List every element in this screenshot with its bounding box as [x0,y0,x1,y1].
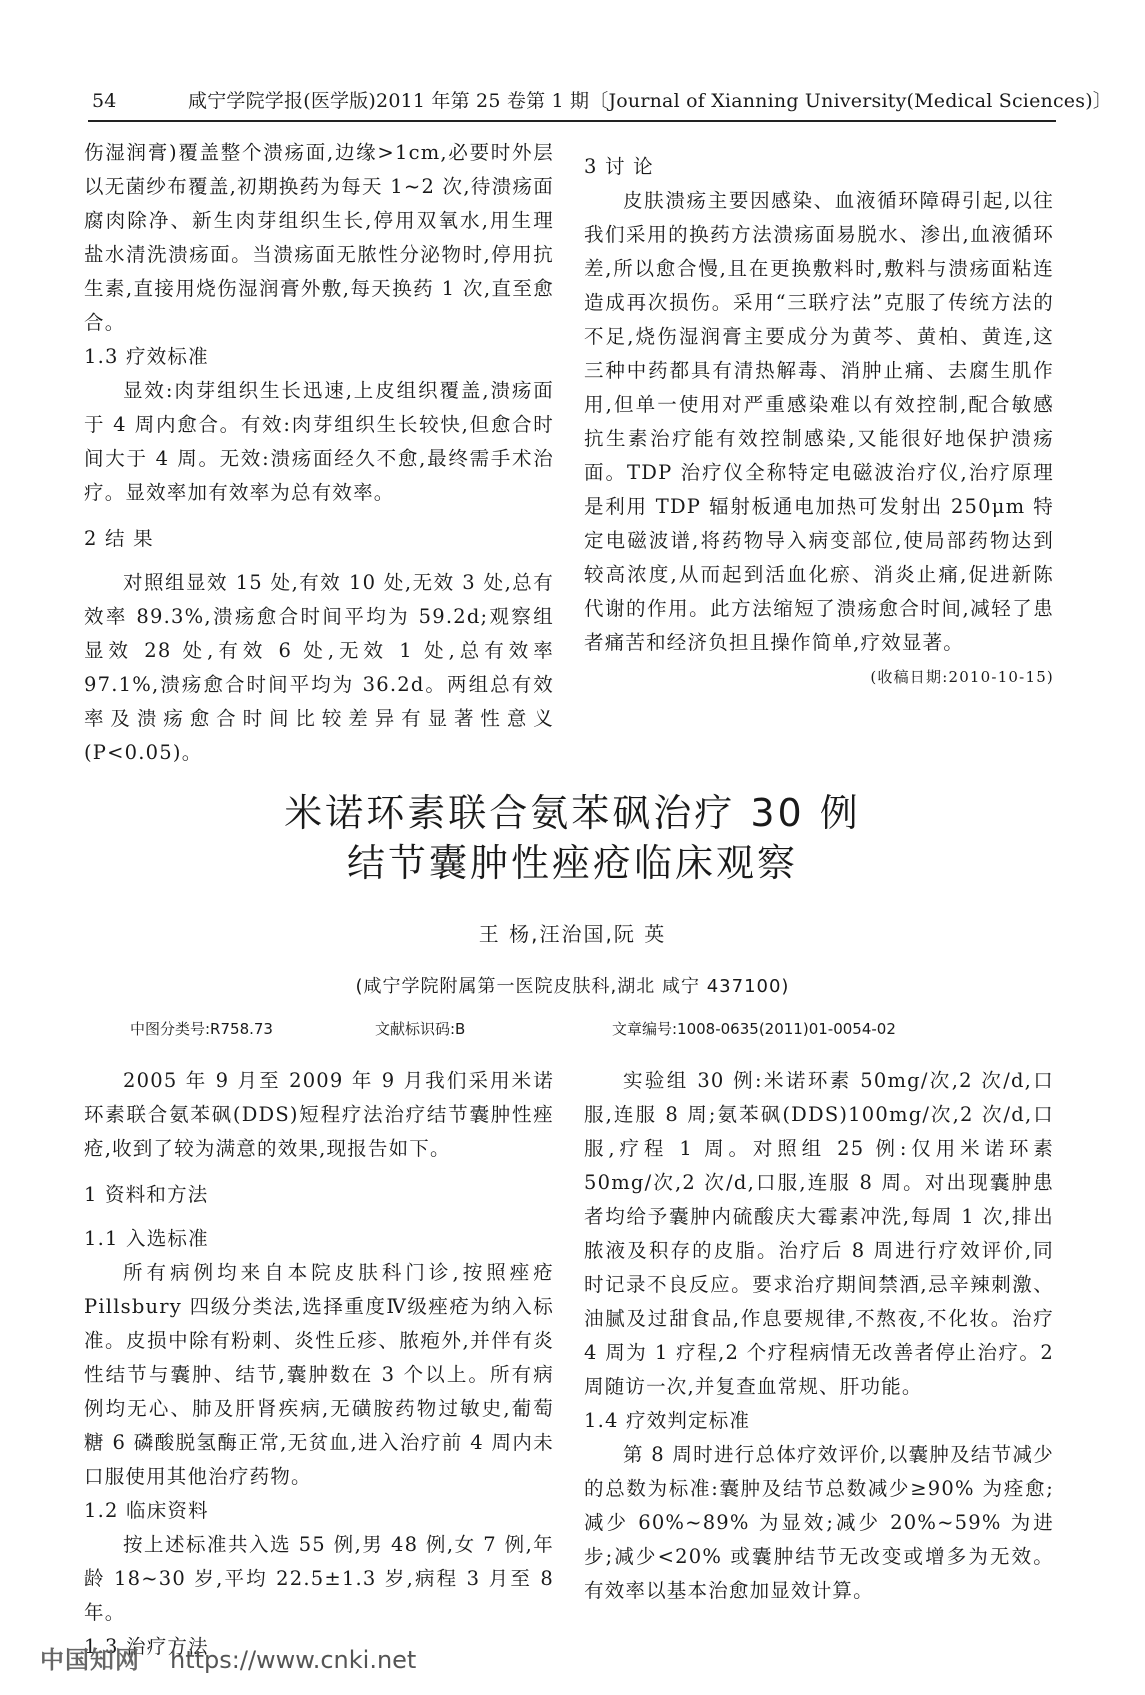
section-heading: 1.3 疗效标准 [84,345,209,368]
prev-article-left-column [84,136,554,770]
article-right-column [584,1064,1054,1608]
paragraph: 实验组 30 例:米诺环素 50mg/次,2 次/d,口服,连服 8 周;氨苯砜(DDS)100mg/次,2 次/d,口服,疗程 1 周。对照组 25 例:仅用米诺环素 50mg/次,2 次/d,口服,连服 8 周。对出现囊肿患者均给予囊肿内硫酸庆大霉素冲洗,每周 1 次,排出脓液及积存的皮脂。治疗后 8 周进行疗效评价,同时记录不良反应。要求治疗期间禁酒,忌辛辣刺激、油腻及过甜食品,作息要规律,不熬夜,不化妆。治疗 4 周为 1 疗程,2 个疗程病情无改善者停止治疗。2 周随访一次,并复查血常规、肝功能。 [584,1069,1054,1398]
paragraph: 对照组显效 15 处,有效 10 处,无效 3 处,总有效率 89.3%,溃疡愈合时间平均为 59.2d;观察组显效 28 处,有效 6 处,无效 1 处,总有效率 97.1%,溃疡愈合时间平均为 36.2d。两组总有效率及溃疡愈合时间比较差异有显著性意义(P<0.05)。 [84,571,554,764]
article-left-column [84,1064,554,1664]
article-title [0,788,1145,888]
document-code: 文献标识码:B [375,1020,466,1038]
cnki-watermark [40,1640,416,1675]
running-header [92,86,1113,113]
paragraph: 按上述标准共入选 55 例,男 48 例,女 7 例,年龄 18~30 岁,平均 22.5±1.3 岁,病程 3 月至 8 年。 [84,1533,554,1624]
section-heading: 2 结 果 [84,527,154,550]
paragraph: 显效:肉芽组织生长迅速,上皮组织覆盖,溃疡面于 4 周内愈合。有效:肉芽组织生长较快,但愈合时间大于 4 周。无效:溃疡面经久不愈,最终需手术治疗。显效率加有效率为总有效率。 [84,379,554,504]
section-heading: 1 资料和方法 [84,1183,209,1206]
title-line-2: 结节囊肿性痤疮临床观察 [346,841,798,885]
page-number: 54 [92,90,117,112]
header-rule [88,120,1056,122]
cnki-logo: 中国知网 [40,1646,140,1674]
received-date: (收稿日期:2010-10-15) [870,668,1054,686]
journal-name: 咸宁学院学报(医学版)2011 年第 25 卷第 1 期〔Journal of Xianning University(Medical Sciences)〕 [188,90,1113,112]
paragraph: 伤湿润膏)覆盖整个溃疡面,边缘>1cm,必要时外层以无菌纱布覆盖,初期换药为每天 1~2 次,待溃疡面腐肉除净、新生肉芽组织生长,停用双氧水,用生理盐水清洗溃疡面。当溃疡面无脓性分泌物时,停用抗生素,直接用烧伤湿润膏外敷,每天换药 1 次,直至愈合。 [84,141,554,334]
article-number: 文章编号:1008-0635(2011)01-0054-02 [612,1020,896,1038]
authors: 王 杨,汪治国,阮 英 [478,922,667,946]
title-line-1: 米诺环素联合氨苯砜治疗 30 例 [284,791,861,835]
section-heading: 1.1 入选标准 [84,1227,209,1250]
prev-article-right-column [584,150,1054,694]
paragraph: 2005 年 9 月至 2009 年 9 月我们采用米诺环素联合氨苯砜(DDS)短程疗法治疗结节囊肿性痤疮,收到了较为满意的效果,现报告如下。 [84,1069,554,1160]
section-heading: 1.4 疗效判定标准 [584,1409,751,1432]
section-heading: 1.3 治疗方法 [84,1635,209,1658]
cnki-url: https://www.cnki.net [170,1646,417,1674]
paragraph: 皮肤溃疡主要因感染、血液循环障碍引起,以往我们采用的换药方法溃疡面易脱水、渗出,血液循环差,所以愈合慢,且在更换敷料时,敷料与溃疡面粘连造成再次损伤。采用“三联疗法”克服了传统方法的不足,烧伤湿润膏主要成分为黄芩、黄柏、黄连,这三种中药都具有清热解毒、消肿止痛、去腐生肌作用,但单一使用对严重感染难以有效控制,配合敏感抗生素治疗能有效控制感染,又能很好地保护溃疡面。TDP 治疗仪全称特定电磁波治疗仪,治疗原理是利用 TDP 辐射板通电加热可发射出 250μm 特定电磁波谱,将药物导入病变部位,使局部药物达到较高浓度,从而起到活血化瘀、消炎止痛,促进新陈代谢的作用。此方法缩短了溃疡愈合时间,减轻了患者痛苦和经济负担且操作简单,疗效显著。 [584,189,1054,654]
section-heading: 1.2 临床资料 [84,1499,209,1522]
paragraph: 所有病例均来自本院皮肤科门诊,按照痤疮 Pillsbury 四级分类法,选择重度Ⅳ级痤疮为纳入标准。皮损中除有粉刺、炎性丘疹、脓疱外,并伴有炎性结节与囊肿、结节,囊肿数在 3 个以上。所有病例均无心、肺及肝肾疾病,无磺胺药物过敏史,葡萄糖 6 磷酸脱氢酶正常,无贫血,进入治疗前 4 周内未口服使用其他治疗药物。 [84,1261,554,1488]
affiliation: (咸宁学院附属第一医院皮肤科,湖北 咸宁 437100) [355,976,790,997]
section-heading: 3 讨 论 [584,155,654,178]
paragraph: 第 8 周时进行总体疗效评价,以囊肿及结节减少的总数为标准:囊肿及结节总数减少≥90% 为痊愈;减少 60%~89% 为显效;减少 20%~59% 为进步;减少<20% 或囊肿结节无改变或增多为无效。有效率以基本治愈加显效计算。 [584,1443,1054,1602]
clc-number: 中图分类号:R758.73 [130,1020,273,1038]
